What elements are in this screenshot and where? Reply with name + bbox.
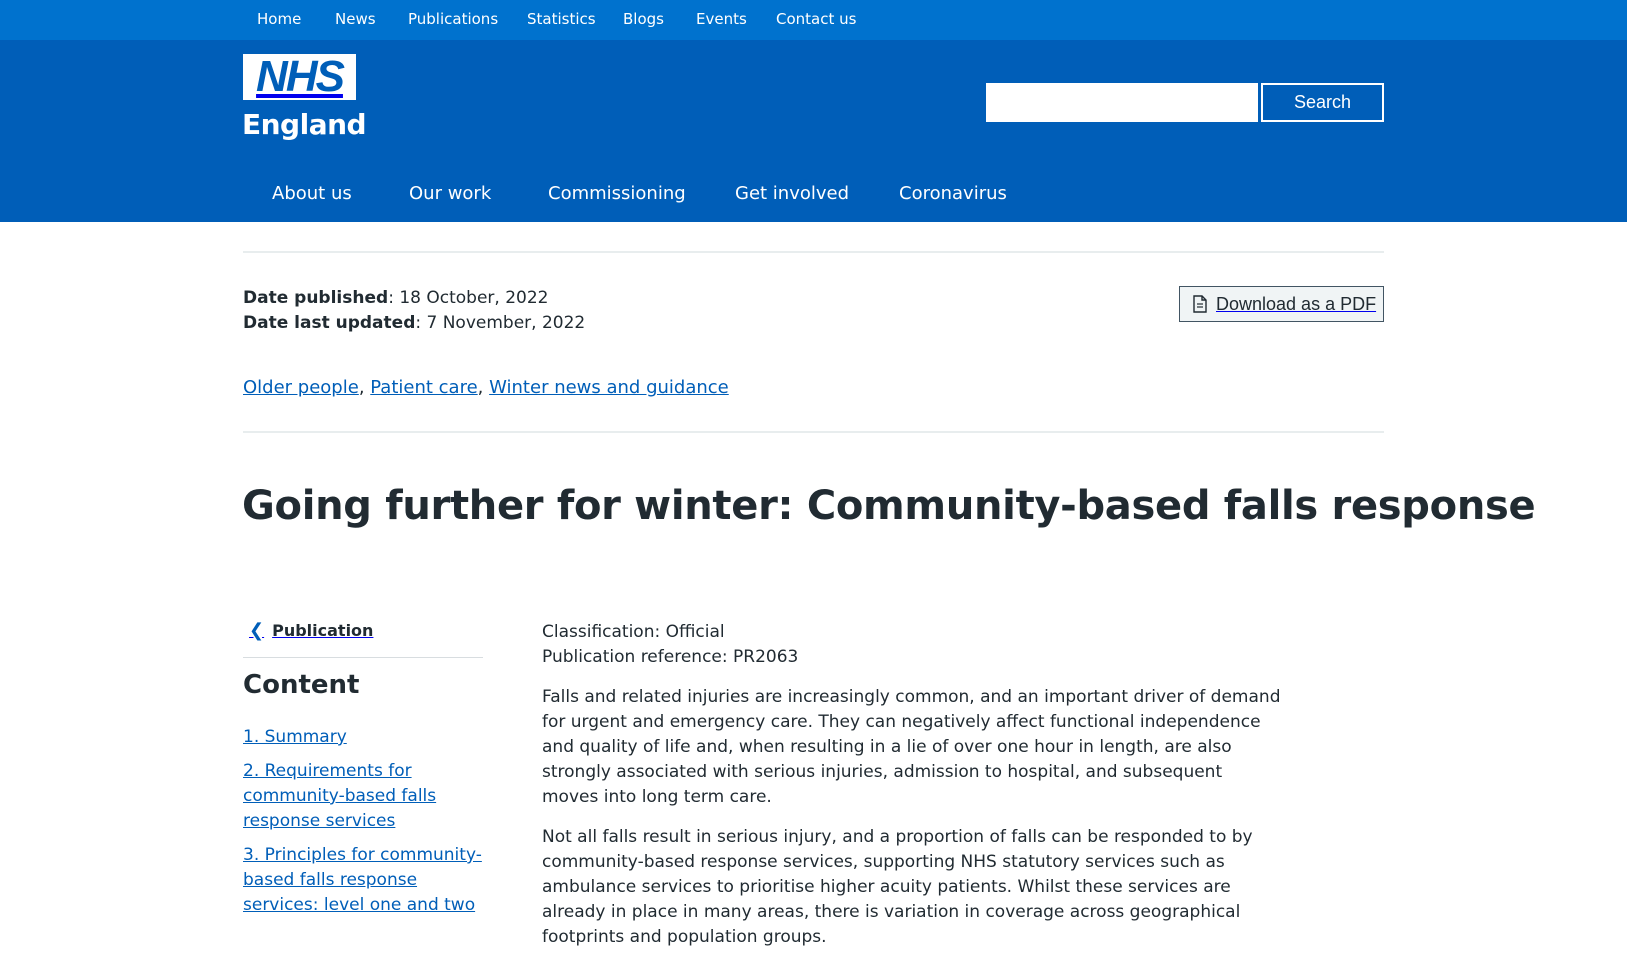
tag-winter-news[interactable]: Winter news and guidance <box>489 377 729 398</box>
topnav-news[interactable]: News <box>335 10 376 28</box>
sidebar-divider <box>243 657 483 658</box>
site-header <box>0 40 1627 222</box>
topnav-publications[interactable]: Publications <box>408 10 499 28</box>
topnav-blogs[interactable]: Blogs <box>623 10 664 28</box>
date-last-updated <box>243 313 585 333</box>
search-input[interactable] <box>986 83 1258 122</box>
toc-item <box>243 759 488 834</box>
search-button[interactable]: Search <box>1261 83 1384 122</box>
toc-link-principles[interactable]: 3. Principles for community-based falls response services: level one and two <box>243 845 482 915</box>
top-utility-nav <box>0 0 1627 40</box>
mainnav-our-work[interactable]: Our work <box>409 183 492 204</box>
back-link-label: Publication <box>272 621 374 640</box>
chevron-left-icon: ❮ <box>249 620 265 641</box>
tag-patient-care[interactable]: Patient care <box>370 377 478 398</box>
body-paragraph: Not all falls result in serious injury, and a proportion of falls can be responded to by community-based response services, supporting NHS statutory services such as ambulance services to prioritise higher acuity patients. Whilst these services are already in place in many areas, there is variation in coverage across geographical footprints and population groups. <box>542 827 1253 947</box>
tag-separator: , <box>477 377 490 398</box>
toc-link-requirements[interactable]: 2. Requirements for community-based falls response services <box>243 761 437 831</box>
download-pdf-button[interactable] <box>1179 286 1384 322</box>
page-title: Going further for winter: Community-based falls response <box>242 483 1536 529</box>
table-of-contents <box>243 725 488 927</box>
date-published-label: Date published <box>243 288 389 308</box>
topic-tags <box>243 377 729 398</box>
body-paragraph: Falls and related injuries are increasingly common, and an important driver of demand for urgent and emergency care. They can negatively affect functional independence and quality of life and, when resulting in a lie of over one hour in length, are also strongly associated with serious injuries, admission to hospital, and subsequent moves into long term care. <box>542 687 1281 807</box>
mainnav-get-involved[interactable]: Get involved <box>735 183 850 204</box>
toc-item <box>243 725 488 750</box>
divider <box>243 431 1384 433</box>
topnav-contact-us[interactable]: Contact us <box>776 10 857 28</box>
nhs-logo-subtitle: England <box>242 108 367 141</box>
contents-heading: Content <box>243 670 360 700</box>
nhs-logo-mark: NHS <box>256 52 343 101</box>
publication-reference-text: Publication reference: PR2063 <box>542 647 799 667</box>
mainnav-coronavirus[interactable]: Coronavirus <box>899 183 1007 204</box>
toc-link-summary[interactable]: 1. Summary <box>243 727 347 747</box>
tag-older-people[interactable]: Older people <box>243 377 359 398</box>
back-to-publication-link[interactable] <box>249 620 373 641</box>
article-body <box>542 620 1282 965</box>
topnav-events[interactable]: Events <box>696 10 747 28</box>
topnav-home[interactable]: Home <box>257 10 302 28</box>
nhs-logo[interactable] <box>243 54 356 100</box>
classification-text: Classification: Official <box>542 622 725 642</box>
date-published <box>243 288 548 308</box>
mainnav-about-us[interactable]: About us <box>272 183 352 204</box>
download-pdf-label: Download as a PDF <box>1216 293 1377 314</box>
mainnav-commissioning[interactable]: Commissioning <box>548 183 686 204</box>
date-published-value: : 18 October, 2022 <box>388 288 549 308</box>
date-updated-value: : 7 November, 2022 <box>415 313 586 333</box>
divider <box>243 251 1384 253</box>
toc-item <box>243 843 488 918</box>
topnav-statistics[interactable]: Statistics <box>527 10 596 28</box>
document-icon <box>1192 295 1208 313</box>
tag-separator: , <box>358 377 371 398</box>
date-updated-label: Date last updated <box>243 313 416 333</box>
